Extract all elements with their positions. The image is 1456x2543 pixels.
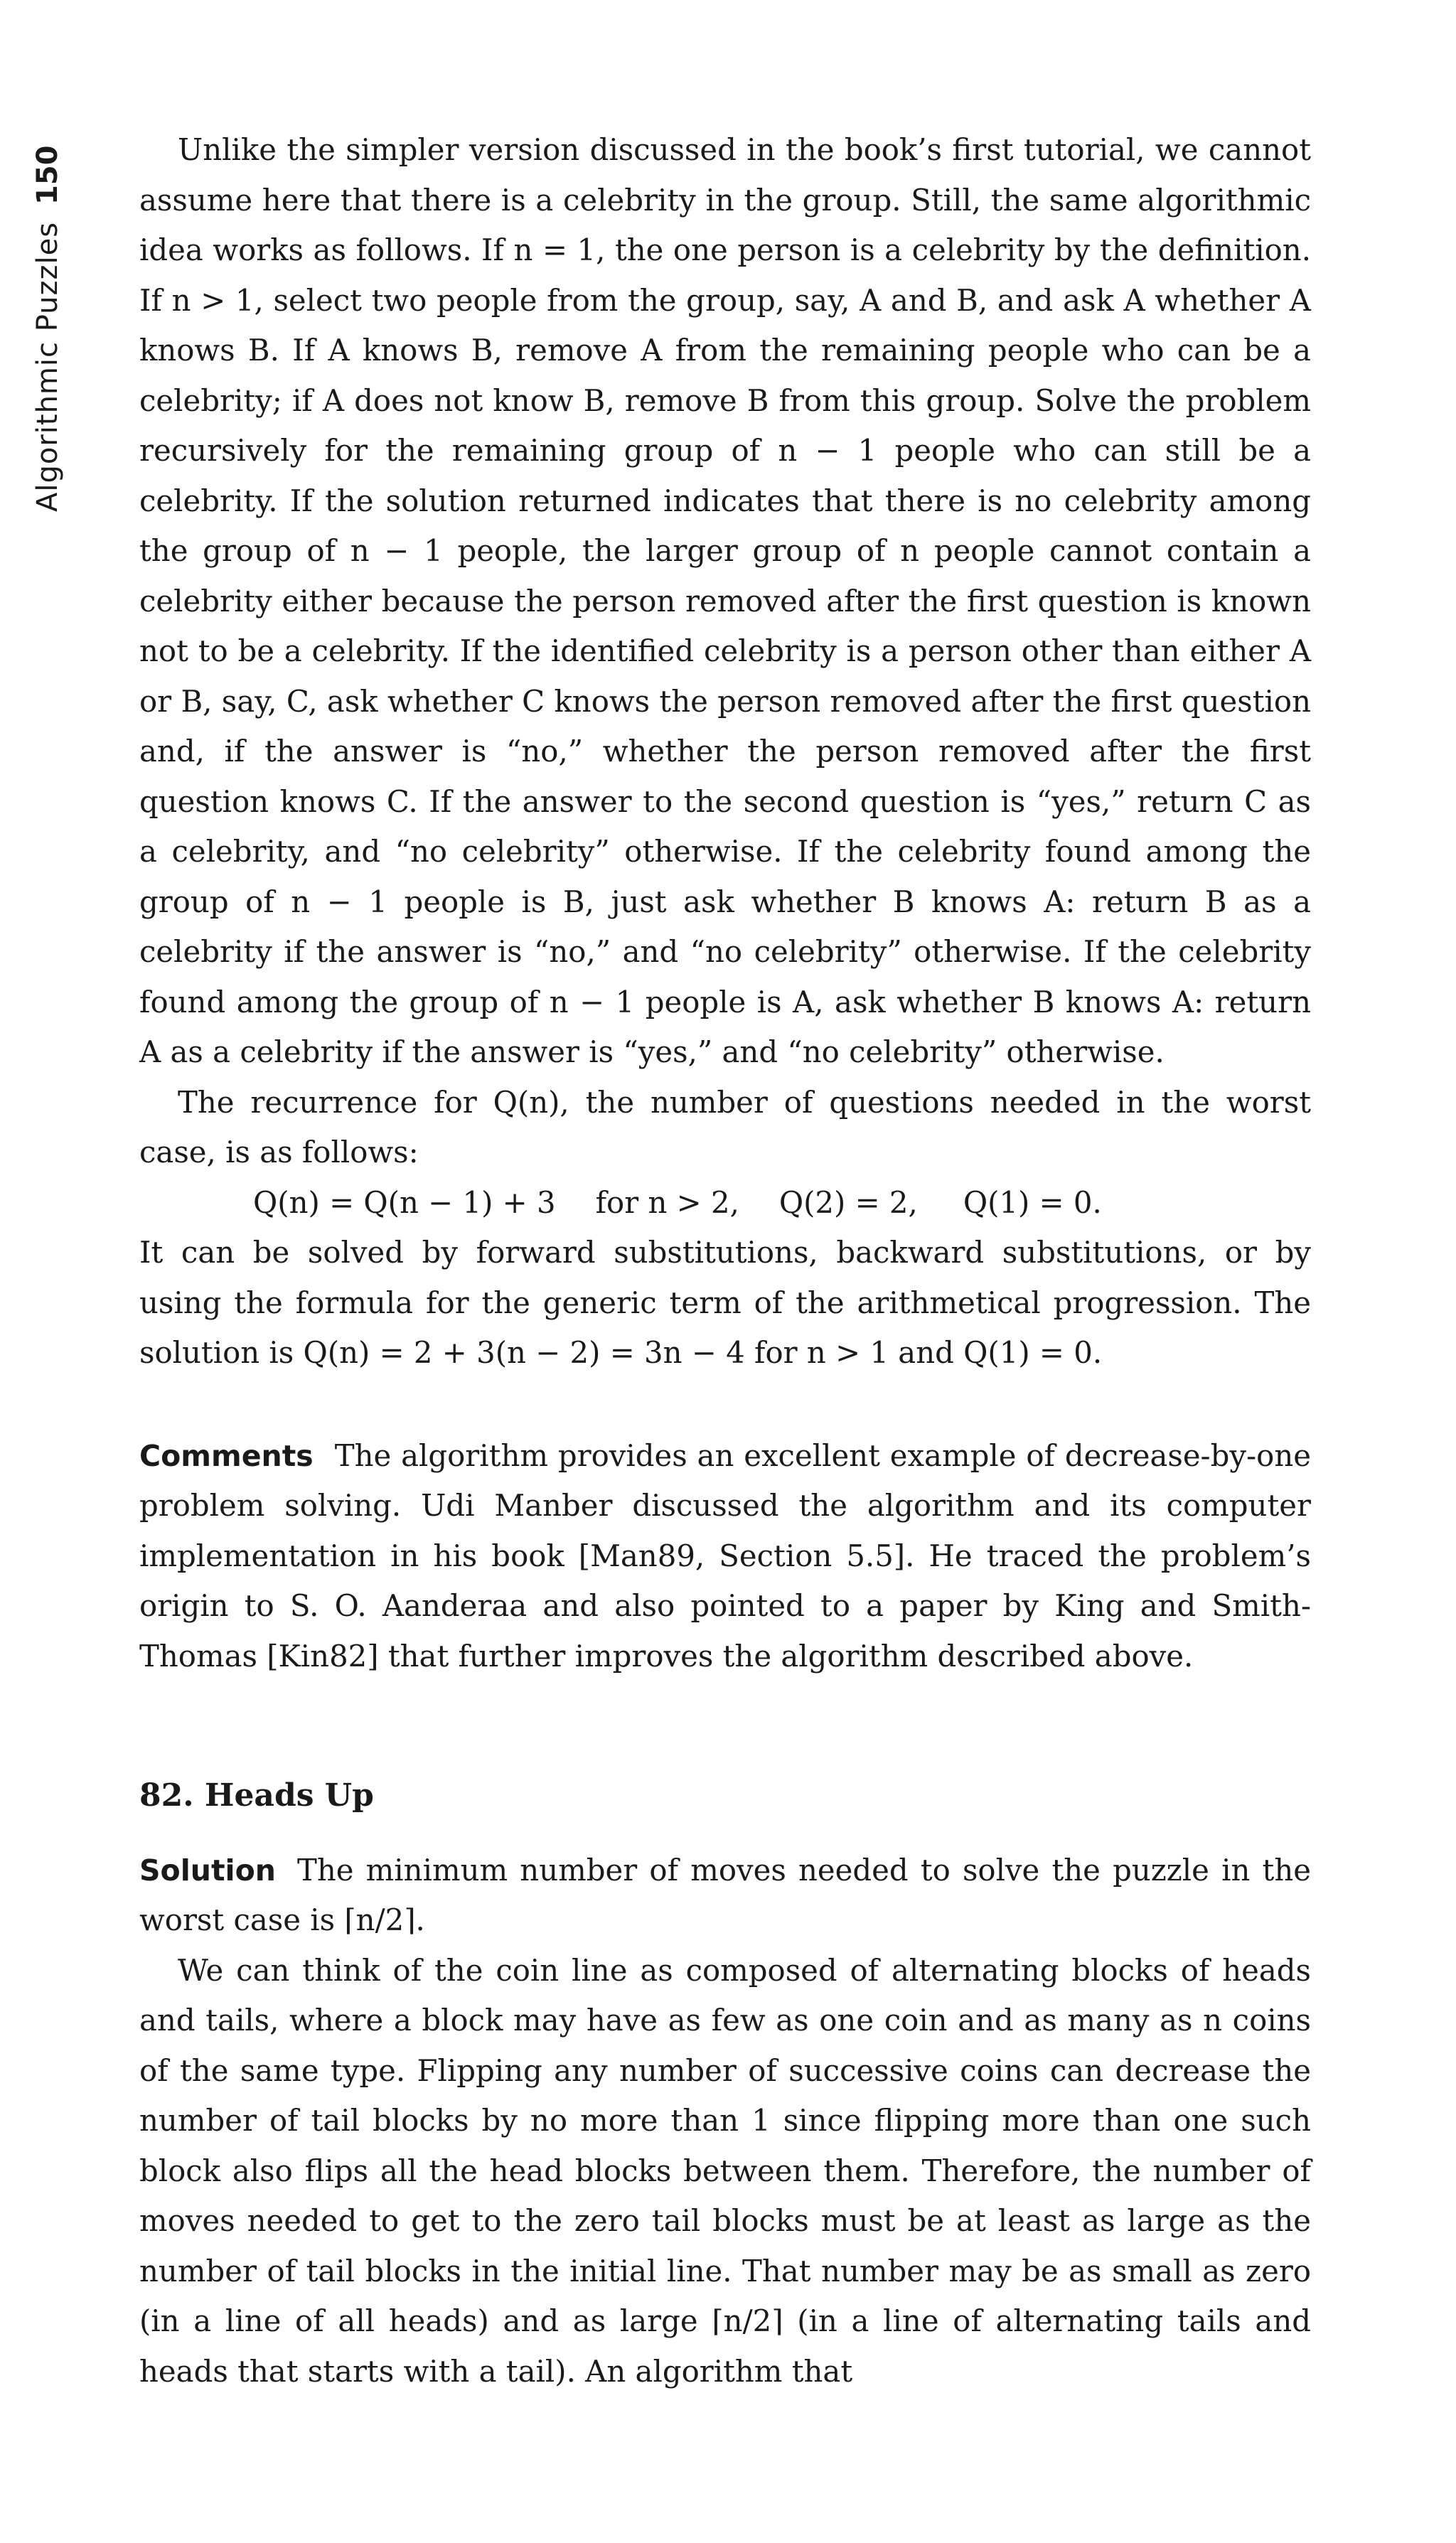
paragraph-solution-recurrence: It can be solved by forward substitutions, backward substitutions, or by using the formula for the generic term of the arithmetical progression. The solution is Q(n) = 2 + 3(n − 2) = 3n − 4 for n > 1 and Q(1) = 0. <box>139 1235 1311 1370</box>
page-number: 150 <box>31 145 64 205</box>
recurrence-equation <box>139 1178 1311 1228</box>
equation-initial-2: Q(2) = 2, <box>778 1184 918 1220</box>
paragraph-celebrity-algorithm: Unlike the simpler version discussed in the book’s first tutorial, we cannot assume here that there is a celebrity in the group. Still, the same algorithmic idea works as follows. If n = 1, the one person is a celebrity by the definition. If n > 1, select two people from the group, say, A and B, and ask A whether A knows B. If A knows B, remove A from the remaining people who can be a celebrity; if A does not know B, remove B from this group. Solve the problem recursively for the remaining group of n − 1 people who can still be a celebrity. If the solution returned indicates that there is no celebrity among the group of n − 1 people, the larger group of n people cannot contain a celebrity either because the person removed after the first question is known not to be a celebrity. If the identified celebrity is a person other than either A or B, say, C, ask whether C knows the person removed after the first question and, if the answer is “no,” whether the person removed after the first question knows C. If the answer to the second question is “yes,” return C as a celebrity, and “no celebrity” otherwise. If the celebrity found among the group of n − 1 people is B, just ask whether B knows A: return B as a celebrity if the answer is “no,” and “no celebrity” otherwise. If the celebrity found among the group of n − 1 people is A, ask whether B knows A: return A as a celebrity if the answer is “yes,” and “no celebrity” otherwise. <box>139 132 1311 1069</box>
page-body <box>139 125 1311 2397</box>
solution-paragraph <box>139 1846 1311 1946</box>
equation-condition: for n > 2, <box>595 1184 739 1220</box>
comments-paragraph <box>139 1431 1311 1682</box>
equation-recurrence: Q(n) = Q(n − 1) + 3 <box>253 1184 556 1220</box>
comments-text: The algorithm provides an excellent example of decrease-by-one problem solving. Udi Manber discussed the algorithm and its computer implementation in his book [Man89, Section 5.5]. He traced the problem’s origin to S. O. Aanderaa and also pointed to a paper by King and Smith-Thomas [Kin82] that further improves the algorithm described above. <box>139 1438 1311 1674</box>
paragraph-coin-blocks: We can think of the coin line as composed of alternating blocks of heads and tails, where a block may have as few as one coin and as many as n coins of the same type. Flipping any number of successive coins can decrease the number of tail blocks by no more than 1 since flipping more than one such block also flips all the head blocks between them. Therefore, the number of moves needed to get to the zero tail blocks must be at least as large as the number of tail blocks in the initial line. That number may be as small as zero (in a line of all heads) and as large ⌈n/2⌉ (in a line of alternating tails and heads that starts with a tail). An algorithm that <box>139 1952 1311 2389</box>
comments-label: Comments <box>139 1438 314 1473</box>
paragraph-recurrence-intro: The recurrence for Q(n), the number of questions needed in the worst case, is as follows: <box>139 1084 1311 1169</box>
solution-label: Solution <box>139 1853 276 1888</box>
section-heading: 82. Heads Up <box>139 1777 374 1814</box>
solution-text: The minimum number of moves needed to solve the puzzle in the worst case is ⌈n/2⌉. <box>139 1852 1311 1937</box>
running-head <box>30 142 65 512</box>
equation-initial-1: Q(1) = 0. <box>963 1184 1102 1220</box>
running-head-title: Algorithmic Puzzles <box>31 221 64 512</box>
